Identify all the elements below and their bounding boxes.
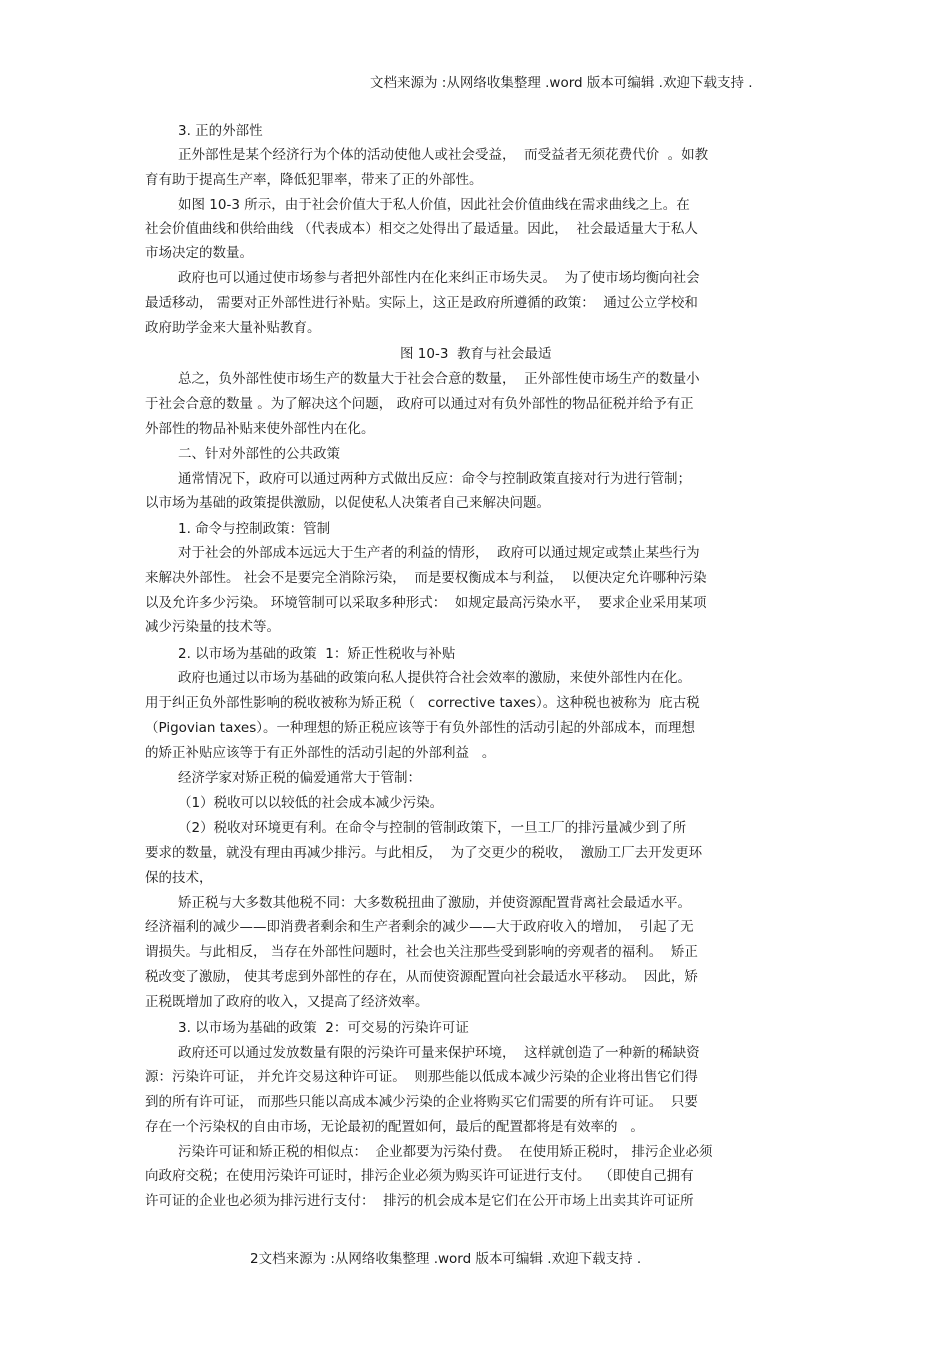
text-line: 政府还可以通过发放数量有限的污染许可量来保护环境， 这样就创造了一种新的稀缺资 <box>178 1045 700 1061</box>
text-line: 减少污染量的技术等。 <box>145 619 280 635</box>
text-line: 许可证的企业也必须为排污进行支付： 排污的机会成本是它们在公开市场上出卖其许可证所 <box>145 1193 694 1209</box>
text-line: 3. 正的外部性 <box>178 123 263 139</box>
text-line: 谓损失。与此相反， 当存在外部性问题时，社会也关注那些受到影响的旁观者的福利。 矫正 <box>145 944 698 960</box>
text-line: 正外部性是某个经济行为个体的活动使他人或社会受益， 而受益者无须花费代价 。如教 <box>178 147 709 163</box>
text-line: 污染许可证和矫正税的相似点： 企业都要为污染付费。 在使用矫正税时， 排污企业必须 <box>178 1144 713 1160</box>
text-line: 1. 命令与控制政策：管制 <box>178 521 331 537</box>
page-header: 文档来源为 :从网络收集整理 .word 版本可编辑 .欢迎下载支持 . <box>370 75 753 91</box>
text-line: 政府助学金来大量补贴教育。 <box>145 320 321 336</box>
text-line: 最适移动， 需要对正外部性进行补贴。实际上，这正是政府所遵循的政策： 通过公立学校和 <box>145 295 698 311</box>
text-line: 的矫正补贴应该等于有正外部性的活动引起的外部利益 。 <box>145 745 496 761</box>
text-line: 以及允许多少污染。 环境管制可以采取多种形式： 如规定最高污染水平， 要求企业采用某项 <box>145 595 707 611</box>
text-line: 要求的数量，就没有理由再减少排污。与此相反， 为了交更少的税收， 激励工厂去开发更环 <box>145 845 703 861</box>
text-line: 于社会合意的数量 。为了解决这个问题， 政府可以通过对有负外部性的物品征税并给予有正 <box>145 396 694 412</box>
text-line: 3. 以市场为基础的政策 2：可交易的污染许可证 <box>178 1020 469 1036</box>
text-line: （2）税收对环境更有利。在命令与控制的管制政策下，一旦工厂的排污量减少到了所 <box>178 820 687 836</box>
text-line: 市场决定的数量。 <box>145 245 253 261</box>
text-line: 总之，负外部性使市场生产的数量大于社会合意的数量， 正外部性使市场生产的数量小 <box>178 371 700 387</box>
text-line: 经济福利的减少——即消费者剩余和生产者剩余的减少——大于政府收入的增加， 引起了无 <box>145 919 694 935</box>
text-line: 政府也可以通过使市场参与者把外部性内在化来纠正市场失灵。 为了使市场均衡向社会 <box>178 270 700 286</box>
text-line: 向政府交税；在使用污染许可证时，排污企业必须为购买许可证进行支付。 （即使自己拥有 <box>145 1168 694 1184</box>
text-line: 到的所有许可证， 而那些只能以高成本减少污染的企业将购买它们需要的所有许可证。 只要 <box>145 1094 698 1110</box>
text-line: 用于纠正负外部性影响的税收被称为矫正税（ corrective taxes）。这种税也被称为 庇古税 <box>145 695 700 711</box>
text-line: 源：污染许可证， 并允许交易这种许可证。 则那些能以低成本减少污染的企业将出售它们得 <box>145 1069 698 1085</box>
text-line: 二、针对外部性的公共政策 <box>178 446 340 462</box>
text-line: 2. 以市场为基础的政策 1：矫正性税收与补贴 <box>178 646 456 662</box>
text-line: 保的技术， <box>145 870 213 886</box>
text-line: 正税既增加了政府的收入，又提高了经济效率。 <box>145 994 429 1010</box>
text-line: （1）税收可以以较低的社会成本减少污染。 <box>178 795 444 811</box>
page-footer: 2文档来源为 :从网络收集整理 .word 版本可编辑 .欢迎下载支持 . <box>250 1251 642 1267</box>
figure-caption: 图 10-3 教育与社会最适 <box>400 346 552 362</box>
text-line: 社会价值曲线和供给曲线 （代表成本）相交之处得出了最适量。因此， 社会最适量大于私人 <box>145 221 698 237</box>
text-line: 存在一个污染权的自由市场，无论最初的配置如何，最后的配置都将是有效率的 。 <box>145 1119 644 1135</box>
text-line: 如图 10-3 所示，由于社会价值大于私人价值，因此社会价值曲线在需求曲线之上。在 <box>178 197 690 213</box>
text-line: 通常情况下，政府可以通过两种方式做出反应：命令与控制政策直接对行为进行管制； <box>178 471 691 487</box>
text-line: 税改变了激励， 使其考虑到外部性的存在，从而使资源配置向社会最适水平移动。 因此，矫 <box>145 969 698 985</box>
text-line: 外部性的物品补贴来使外部性内在化。 <box>145 421 375 437</box>
text-line: 来解决外部性。 社会不是要完全消除污染， 而是要权衡成本与利益， 以便决定允许哪种污染 <box>145 570 707 586</box>
text-line: 经济学家对矫正税的偏爱通常大于管制： <box>178 770 421 786</box>
text-line: （Pigovian taxes）。一种理想的矫正税应该等于有负外部性的活动引起的外部成本，而理想 <box>145 720 696 736</box>
text-line: 对于社会的外部成本远远大于生产者的利益的情形， 政府可以通过规定或禁止某些行为 <box>178 545 700 561</box>
text-line: 政府也通过以市场为基础的政策向私人提供符合社会效率的激励，来使外部性内在化。 <box>178 670 691 686</box>
text-line: 育有助于提高生产率，降低犯罪率，带来了正的外部性。 <box>145 172 483 188</box>
text-line: 以市场为基础的政策提供激励，以促使私人决策者自己来解决问题。 <box>145 495 550 511</box>
text-line: 矫正税与大多数其他税不同：大多数税扭曲了激励，并使资源配置背离社会最适水平。 <box>178 895 691 911</box>
